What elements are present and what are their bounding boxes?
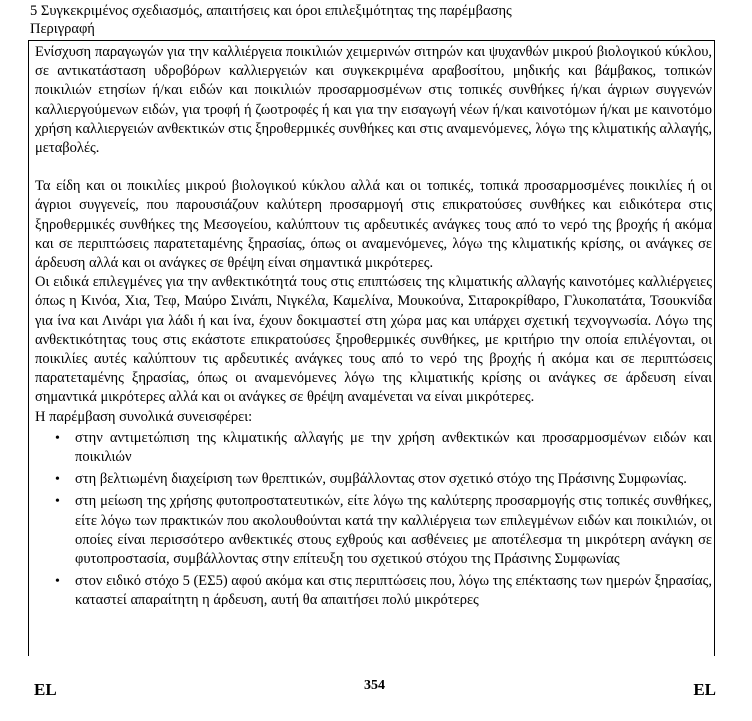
- paragraph-innovative-crops: Οι ειδικά επιλεγμένες για την ανθεκτικότητά τους στις επιπτώσεις της κλιματικής αλλαγής καινοτόμες καλλιέργειες όπως η Κινόα, Χια, Τεφ, Μαύρο Σινάπι, Νιγκέλα, Καμελίνα, Μουκούνα, Σιταροκρίθαρο, Γλυκοπατάτα, Τσουκνίδα για ίνα και Λινάρι για λάδι ή και ίνα, έχουν δοκιμαστεί στη χώρα μας και υπάρχει σχετική τεχνογνωσία. Λόγω της ανθεκτικότητας τους στις εκάστοτε επικρατούσες ξηροθερμικές συνθήκες, με κριτήριο την οποία επιλέγονται, οι ποικιλίες αυτές καλύπτουν τις αρδευτικές ανάγκες τους από το νερό της βροχής ή ακόμα και σε περιπτώσεις παρατεταμένης ξηρασίας, όπως οι αναμενόμενες λόγω της κλιματικής κρίσης οι ανάγκες σε άρδευση είναι σημαντικά μικρότερες αλλά και οι ανάγκες σε θρέψη αναμένεται να είναι μικρότερες.: [35, 274, 712, 406]
- list-item: [55, 429, 712, 467]
- list-item-text: στη μείωση της χρήσης φυτοπροστατευτικών, είτε λόγω της καλύτερης προσαρμογής στις τοπικές συνθήκες, είτε λόγω των πρακτικών που ακολουθούνται κατά την καλλιέργεια των επιλεγμένων ειδών και ποικιλιών, οι οποίες είναι περισσότερο ανθεκτικές στους εχθρούς και ασθένειες με αποτέλεσμα τη μικρότερη ανάγκη σε φυτοπροστασία, συμβάλλοντας στην επίτευξη του σχετικού στόχου της Πράσινης Συμφωνίας: [75, 493, 712, 568]
- bullet-icon: •: [55, 574, 60, 590]
- description-box: [28, 40, 715, 656]
- bullet-icon: •: [55, 430, 60, 446]
- section-subtitle: Περιγραφή: [30, 21, 95, 37]
- list-item-text: στον ειδικό στόχο 5 (ΕΣ5) αφού ακόμα και στις περιπτώσεις που, λόγω της επέκτασης των ημερών ξηρασίας, καταστεί απαραίτητη η άρδευση, αυτή θα απαιτήσει πολύ μικρότερες: [75, 573, 712, 609]
- list-item: [55, 572, 712, 610]
- list-item: [55, 470, 712, 489]
- paragraph-short-cycle: Τα είδη και οι ποικιλίες μικρού βιολογικού κύκλου αλλά και οι τοπικές, τοπικά προσαρμοσμένες ποικιλίες ή οι άγριοι συγγενείς, που παρουσιάζουν καλύτερη προσαρμογή στις επικρατούσες συνθήκες και ειδικότερα στις ξηροθερμικές συνθήκες της Μεσογείου, καλύπτουν τις αρδευτικές ανάγκες τους από το νερό της βροχής ή ακόμα και σε περιπτώσεις παρατεταμένης ξηρασίας, όπως οι αναμενόμενες, λόγω της κλιματικής κρίσης, οι ανάγκες σε άρδευση αλλά και οι ανάγκες σε θρέψη είναι σημαντικά μικρότερες.: [35, 178, 712, 272]
- paragraph-contribution-lead: Η παρέμβαση συνολικά συνεισφέρει:: [35, 408, 253, 425]
- paragraph-gap: [35, 158, 712, 177]
- footer-language-left: EL: [34, 680, 57, 699]
- contribution-list: [35, 429, 712, 611]
- footer-language-right: EL: [693, 680, 716, 699]
- page-number: 354: [364, 678, 385, 693]
- section-title: 5 Συγκεκριμένος σχεδιασμός, απαιτήσεις και όροι επιλεξιμότητας της παρέμβασης: [30, 3, 512, 19]
- bullet-icon: •: [55, 472, 60, 488]
- paragraph-intro: Ενίσχυση παραγωγών για την καλλιέργεια ποικιλιών χειμερινών σιτηρών και ψυχανθών μικρού βιολογικού κύκλου, σε αντικατάσταση υδροβόρων καλλιεργειών και συγκεκριμένα αραβοσίτου, μηδικής και βάμβακος, τοπικών ποικιλιών ετησίων ή/και ειδών και ποικιλιών προσαρμοσμένων στις τοπικές συνθήκες ή/και άγριων συγγενών καλλιεργούμενων ειδών, για τροφή ή ζωοτροφές ή και για την εισαγωγή νέων ή/και καινοτόμων ή/και με καινοτόμο χρήση καλλιεργειών ανθεκτικών στις ξηροθερμικές συνθήκες και στις αναμενόμενες, λόγω της κλιματικής αλλαγής, μεταβολές.: [35, 44, 712, 157]
- list-item-text: στη βελτιωμένη διαχείριση των θρεπτικών, συμβάλλοντας στον σχετικό στόχο της Πράσινης Συμφωνίας.: [75, 471, 687, 488]
- list-item-text: στην αντιμετώπιση της κλιματικής αλλαγής με την χρήση ανθεκτικών και προσαρμοσμένων ειδών και ποικιλιών: [75, 429, 712, 466]
- list-item: [55, 492, 712, 569]
- bullet-icon: •: [55, 494, 60, 510]
